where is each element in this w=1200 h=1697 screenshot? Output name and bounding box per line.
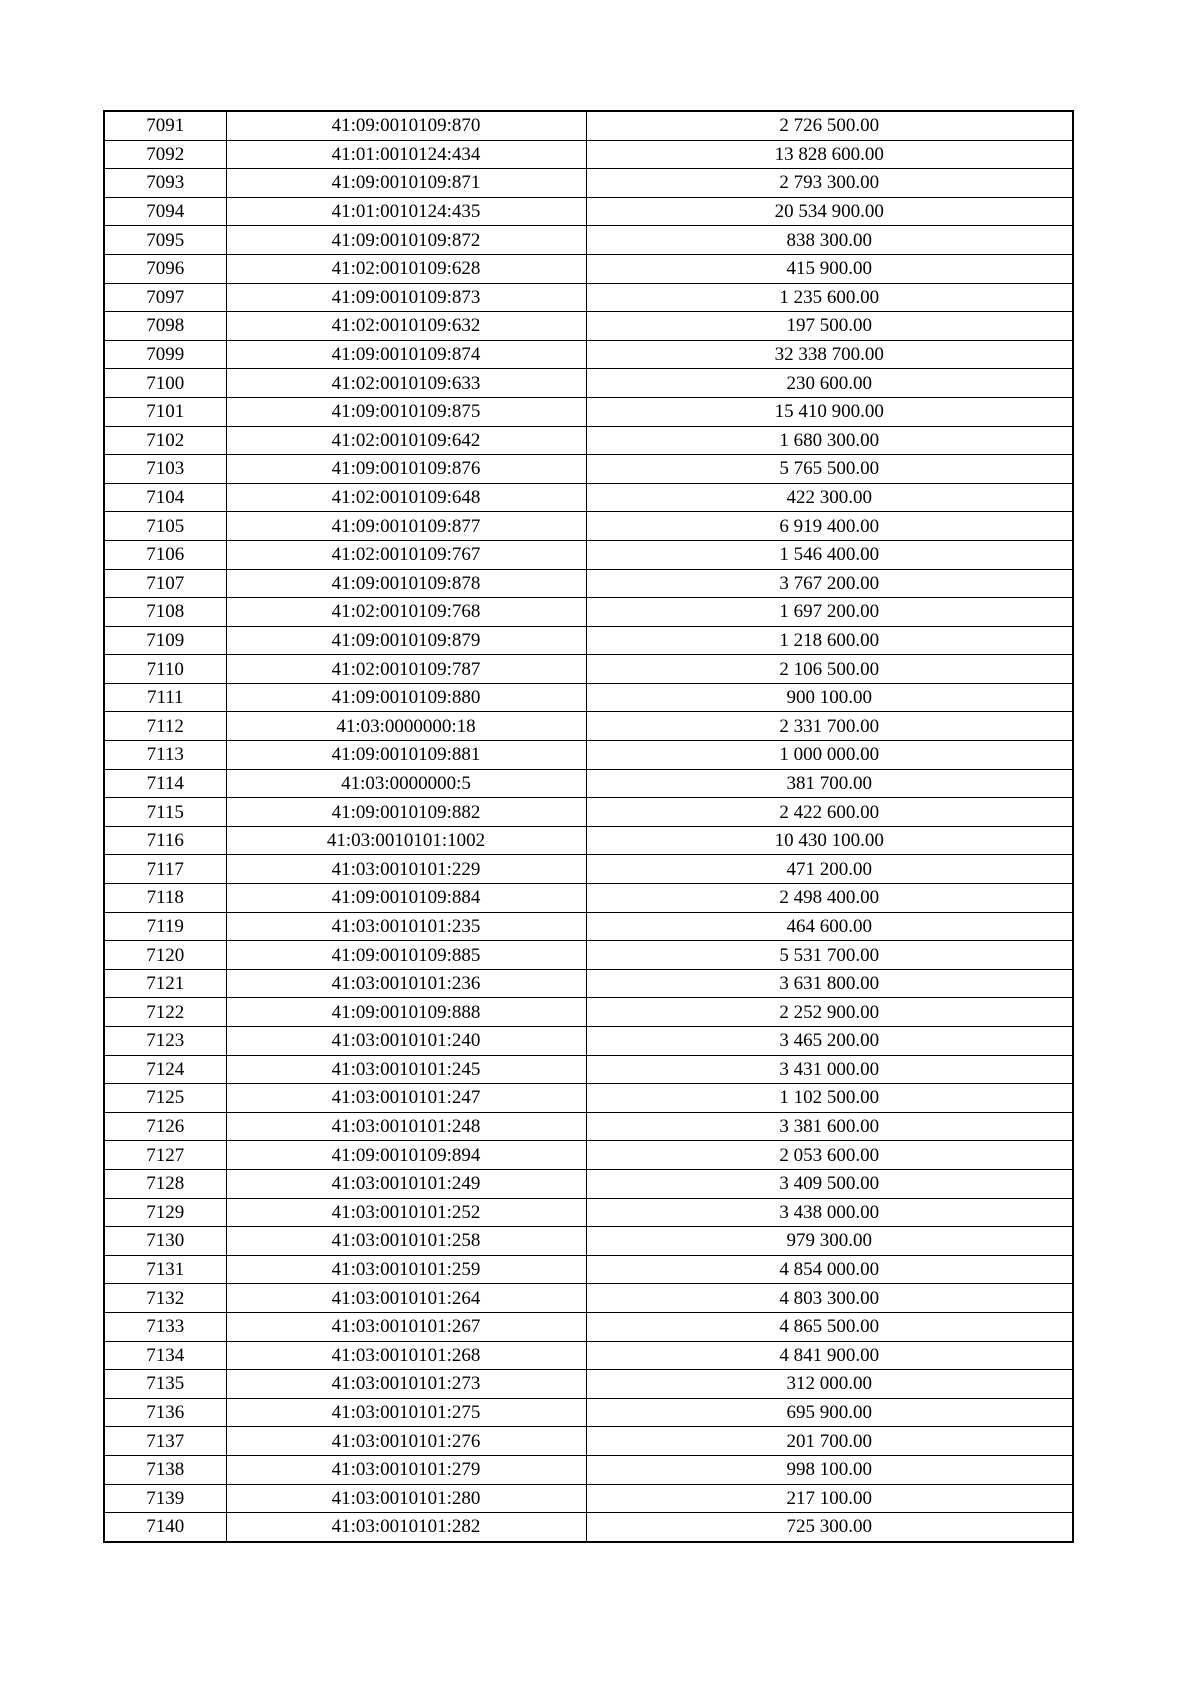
table-row bbox=[104, 111, 1073, 140]
cadastral-value-cell: 3 465 200.00 bbox=[586, 1027, 1073, 1056]
row-number-cell: 7110 bbox=[104, 655, 226, 684]
cadastral-value-cell: 1 697 200.00 bbox=[586, 598, 1073, 627]
cadastral-value-cell: 381 700.00 bbox=[586, 769, 1073, 798]
row-number-cell: 7091 bbox=[104, 111, 226, 140]
table-row bbox=[104, 1141, 1073, 1170]
table-row bbox=[104, 1484, 1073, 1513]
cadastral-number-cell: 41:03:0010101:276 bbox=[226, 1427, 586, 1456]
cadastral-number-cell: 41:03:0010101:275 bbox=[226, 1398, 586, 1427]
row-number-cell: 7113 bbox=[104, 741, 226, 770]
table-row bbox=[104, 1427, 1073, 1456]
cadastral-value-cell: 471 200.00 bbox=[586, 855, 1073, 884]
cadastral-value-cell: 2 793 300.00 bbox=[586, 169, 1073, 198]
row-number-cell: 7120 bbox=[104, 941, 226, 970]
table-row bbox=[104, 1284, 1073, 1313]
row-number-cell: 7130 bbox=[104, 1227, 226, 1256]
table-row bbox=[104, 1112, 1073, 1141]
table-row bbox=[104, 254, 1073, 283]
cadastral-number-cell: 41:01:0010124:434 bbox=[226, 140, 586, 169]
cadastral-value-cell: 3 409 500.00 bbox=[586, 1169, 1073, 1198]
cadastral-number-cell: 41:09:0010109:872 bbox=[226, 226, 586, 255]
row-number-cell: 7131 bbox=[104, 1255, 226, 1284]
cadastral-number-cell: 41:09:0010109:885 bbox=[226, 941, 586, 970]
cadastral-value-cell: 1 102 500.00 bbox=[586, 1084, 1073, 1113]
table-row bbox=[104, 683, 1073, 712]
cadastral-number-cell: 41:03:0010101:259 bbox=[226, 1255, 586, 1284]
cadastral-number-cell: 41:09:0010109:884 bbox=[226, 884, 586, 913]
cadastral-value-cell: 4 803 300.00 bbox=[586, 1284, 1073, 1313]
cadastral-value-cell: 4 865 500.00 bbox=[586, 1312, 1073, 1341]
cadastral-number-cell: 41:03:0010101:267 bbox=[226, 1312, 586, 1341]
table-row bbox=[104, 1370, 1073, 1399]
row-number-cell: 7133 bbox=[104, 1312, 226, 1341]
cadastral-number-cell: 41:03:0010101:240 bbox=[226, 1027, 586, 1056]
cadastral-number-cell: 41:02:0010109:648 bbox=[226, 483, 586, 512]
row-number-cell: 7099 bbox=[104, 340, 226, 369]
row-number-cell: 7109 bbox=[104, 626, 226, 655]
row-number-cell: 7129 bbox=[104, 1198, 226, 1227]
table-row bbox=[104, 483, 1073, 512]
row-number-cell: 7105 bbox=[104, 512, 226, 541]
cadastral-number-cell: 41:01:0010124:435 bbox=[226, 197, 586, 226]
table-row bbox=[104, 226, 1073, 255]
table-row bbox=[104, 1255, 1073, 1284]
table-row bbox=[104, 941, 1073, 970]
table-row bbox=[104, 1513, 1073, 1542]
cadastral-value-cell: 2 106 500.00 bbox=[586, 655, 1073, 684]
cadastral-number-cell: 41:09:0010109:876 bbox=[226, 455, 586, 484]
row-number-cell: 7094 bbox=[104, 197, 226, 226]
cadastral-value-cell: 838 300.00 bbox=[586, 226, 1073, 255]
cadastral-number-cell: 41:09:0010109:881 bbox=[226, 741, 586, 770]
row-number-cell: 7139 bbox=[104, 1484, 226, 1513]
row-number-cell: 7104 bbox=[104, 483, 226, 512]
cadastral-value-cell: 10 430 100.00 bbox=[586, 826, 1073, 855]
table-row bbox=[104, 1341, 1073, 1370]
cadastral-value-cell: 2 053 600.00 bbox=[586, 1141, 1073, 1170]
cadastral-number-cell: 41:03:0010101:280 bbox=[226, 1484, 586, 1513]
cadastral-value-cell: 998 100.00 bbox=[586, 1455, 1073, 1484]
row-number-cell: 7116 bbox=[104, 826, 226, 855]
cadastral-value-cell: 1 000 000.00 bbox=[586, 741, 1073, 770]
cadastral-value-cell: 5 531 700.00 bbox=[586, 941, 1073, 970]
cadastral-number-cell: 41:09:0010109:888 bbox=[226, 998, 586, 1027]
table-row bbox=[104, 1169, 1073, 1198]
table-body bbox=[104, 111, 1073, 1542]
table-row bbox=[104, 340, 1073, 369]
row-number-cell: 7111 bbox=[104, 683, 226, 712]
cadastral-value-cell: 4 841 900.00 bbox=[586, 1341, 1073, 1370]
table-row bbox=[104, 798, 1073, 827]
cadastral-number-cell: 41:09:0010109:873 bbox=[226, 283, 586, 312]
cadastral-value-cell: 197 500.00 bbox=[586, 312, 1073, 341]
cadastral-value-cell: 2 331 700.00 bbox=[586, 712, 1073, 741]
row-number-cell: 7135 bbox=[104, 1370, 226, 1399]
table-row bbox=[104, 455, 1073, 484]
row-number-cell: 7115 bbox=[104, 798, 226, 827]
cadastral-value-cell: 3 631 800.00 bbox=[586, 969, 1073, 998]
cadastral-value-cell: 695 900.00 bbox=[586, 1398, 1073, 1427]
cadastral-number-cell: 41:09:0010109:875 bbox=[226, 397, 586, 426]
cadastral-number-cell: 41:02:0010109:642 bbox=[226, 426, 586, 455]
cadastral-value-cell: 230 600.00 bbox=[586, 369, 1073, 398]
row-number-cell: 7121 bbox=[104, 969, 226, 998]
cadastral-number-cell: 41:03:0010101:252 bbox=[226, 1198, 586, 1227]
cadastral-number-cell: 41:03:0010101:1002 bbox=[226, 826, 586, 855]
table-row bbox=[104, 1227, 1073, 1256]
cadastral-number-cell: 41:02:0010109:632 bbox=[226, 312, 586, 341]
cadastral-number-cell: 41:02:0010109:787 bbox=[226, 655, 586, 684]
table-row bbox=[104, 1198, 1073, 1227]
cadastral-value-cell: 1 235 600.00 bbox=[586, 283, 1073, 312]
cadastral-value-cell: 312 000.00 bbox=[586, 1370, 1073, 1399]
cadastral-number-cell: 41:03:0010101:273 bbox=[226, 1370, 586, 1399]
cadastral-number-cell: 41:03:0010101:236 bbox=[226, 969, 586, 998]
cadastral-value-cell: 6 919 400.00 bbox=[586, 512, 1073, 541]
row-number-cell: 7126 bbox=[104, 1112, 226, 1141]
cadastral-number-cell: 41:09:0010109:870 bbox=[226, 111, 586, 140]
cadastral-value-cell: 979 300.00 bbox=[586, 1227, 1073, 1256]
cadastral-number-cell: 41:09:0010109:894 bbox=[226, 1141, 586, 1170]
row-number-cell: 7128 bbox=[104, 1169, 226, 1198]
cadastral-value-cell: 464 600.00 bbox=[586, 912, 1073, 941]
table-row bbox=[104, 826, 1073, 855]
row-number-cell: 7122 bbox=[104, 998, 226, 1027]
row-number-cell: 7107 bbox=[104, 569, 226, 598]
cadastral-value-cell: 2 726 500.00 bbox=[586, 111, 1073, 140]
table-row bbox=[104, 540, 1073, 569]
cadastral-number-cell: 41:03:0010101:264 bbox=[226, 1284, 586, 1313]
table-row bbox=[104, 512, 1073, 541]
table-row bbox=[104, 369, 1073, 398]
cadastral-number-cell: 41:09:0010109:871 bbox=[226, 169, 586, 198]
row-number-cell: 7132 bbox=[104, 1284, 226, 1313]
row-number-cell: 7097 bbox=[104, 283, 226, 312]
cadastral-value-cell: 15 410 900.00 bbox=[586, 397, 1073, 426]
table-row bbox=[104, 1312, 1073, 1341]
table-row bbox=[104, 283, 1073, 312]
cadastral-value-cell: 3 438 000.00 bbox=[586, 1198, 1073, 1227]
row-number-cell: 7095 bbox=[104, 226, 226, 255]
table-row bbox=[104, 426, 1073, 455]
row-number-cell: 7093 bbox=[104, 169, 226, 198]
cadastral-number-cell: 41:02:0010109:628 bbox=[226, 254, 586, 283]
table-row bbox=[104, 140, 1073, 169]
cadastral-value-cell: 20 534 900.00 bbox=[586, 197, 1073, 226]
cadastral-value-cell: 32 338 700.00 bbox=[586, 340, 1073, 369]
row-number-cell: 7102 bbox=[104, 426, 226, 455]
cadastral-number-cell: 41:02:0010109:768 bbox=[226, 598, 586, 627]
cadastral-number-cell: 41:02:0010109:767 bbox=[226, 540, 586, 569]
row-number-cell: 7140 bbox=[104, 1513, 226, 1542]
cadastral-number-cell: 41:03:0010101:268 bbox=[226, 1341, 586, 1370]
row-number-cell: 7134 bbox=[104, 1341, 226, 1370]
table-row bbox=[104, 855, 1073, 884]
table-row bbox=[104, 598, 1073, 627]
cadastral-number-cell: 41:09:0010109:879 bbox=[226, 626, 586, 655]
cadastral-value-cell: 201 700.00 bbox=[586, 1427, 1073, 1456]
row-number-cell: 7092 bbox=[104, 140, 226, 169]
cadastral-number-cell: 41:09:0010109:874 bbox=[226, 340, 586, 369]
table-row bbox=[104, 312, 1073, 341]
cadastral-value-cell: 415 900.00 bbox=[586, 254, 1073, 283]
cadastral-value-cell: 2 422 600.00 bbox=[586, 798, 1073, 827]
table-row bbox=[104, 712, 1073, 741]
cadastral-number-cell: 41:09:0010109:878 bbox=[226, 569, 586, 598]
row-number-cell: 7136 bbox=[104, 1398, 226, 1427]
cadastral-value-cell: 217 100.00 bbox=[586, 1484, 1073, 1513]
row-number-cell: 7138 bbox=[104, 1455, 226, 1484]
cadastral-number-cell: 41:02:0010109:633 bbox=[226, 369, 586, 398]
cadastral-number-cell: 41:03:0010101:258 bbox=[226, 1227, 586, 1256]
table-row bbox=[104, 1055, 1073, 1084]
cadastral-number-cell: 41:03:0010101:248 bbox=[226, 1112, 586, 1141]
cadastral-value-cell: 725 300.00 bbox=[586, 1513, 1073, 1542]
cadastral-value-cell: 4 854 000.00 bbox=[586, 1255, 1073, 1284]
cadastral-value-cell: 3 381 600.00 bbox=[586, 1112, 1073, 1141]
row-number-cell: 7096 bbox=[104, 254, 226, 283]
cadastral-value-cell: 5 765 500.00 bbox=[586, 455, 1073, 484]
row-number-cell: 7123 bbox=[104, 1027, 226, 1056]
table-row bbox=[104, 1027, 1073, 1056]
cadastral-number-cell: 41:03:0010101:235 bbox=[226, 912, 586, 941]
cadastral-value-cell: 1 680 300.00 bbox=[586, 426, 1073, 455]
cadastral-number-cell: 41:03:0000000:5 bbox=[226, 769, 586, 798]
row-number-cell: 7117 bbox=[104, 855, 226, 884]
cadastral-number-cell: 41:03:0010101:245 bbox=[226, 1055, 586, 1084]
row-number-cell: 7100 bbox=[104, 369, 226, 398]
cadastral-value-cell: 2 498 400.00 bbox=[586, 884, 1073, 913]
table-row bbox=[104, 1084, 1073, 1113]
row-number-cell: 7106 bbox=[104, 540, 226, 569]
cadastral-number-cell: 41:09:0010109:880 bbox=[226, 683, 586, 712]
table-row bbox=[104, 655, 1073, 684]
table-row bbox=[104, 1398, 1073, 1427]
row-number-cell: 7137 bbox=[104, 1427, 226, 1456]
row-number-cell: 7103 bbox=[104, 455, 226, 484]
table-row bbox=[104, 969, 1073, 998]
table-row bbox=[104, 1455, 1073, 1484]
table-row bbox=[104, 569, 1073, 598]
cadastral-value-cell: 900 100.00 bbox=[586, 683, 1073, 712]
cadastral-value-cell: 422 300.00 bbox=[586, 483, 1073, 512]
row-number-cell: 7098 bbox=[104, 312, 226, 341]
cadastral-value-cell: 1 218 600.00 bbox=[586, 626, 1073, 655]
table-row bbox=[104, 741, 1073, 770]
cadastral-value-cell: 3 767 200.00 bbox=[586, 569, 1073, 598]
row-number-cell: 7124 bbox=[104, 1055, 226, 1084]
cadastral-value-cell: 3 431 000.00 bbox=[586, 1055, 1073, 1084]
table-row bbox=[104, 197, 1073, 226]
row-number-cell: 7101 bbox=[104, 397, 226, 426]
row-number-cell: 7119 bbox=[104, 912, 226, 941]
cadastral-value-cell: 1 546 400.00 bbox=[586, 540, 1073, 569]
table-row bbox=[104, 397, 1073, 426]
cadastral-number-cell: 41:03:0010101:249 bbox=[226, 1169, 586, 1198]
row-number-cell: 7127 bbox=[104, 1141, 226, 1170]
row-number-cell: 7112 bbox=[104, 712, 226, 741]
cadastral-value-cell: 2 252 900.00 bbox=[586, 998, 1073, 1027]
cadastral-number-cell: 41:03:0010101:279 bbox=[226, 1455, 586, 1484]
cadastral-value-cell: 13 828 600.00 bbox=[586, 140, 1073, 169]
cadastral-number-cell: 41:03:0010101:229 bbox=[226, 855, 586, 884]
row-number-cell: 7108 bbox=[104, 598, 226, 627]
cadastral-number-cell: 41:09:0010109:877 bbox=[226, 512, 586, 541]
table-row bbox=[104, 169, 1073, 198]
row-number-cell: 7125 bbox=[104, 1084, 226, 1113]
cadastral-number-cell: 41:09:0010109:882 bbox=[226, 798, 586, 827]
table-row bbox=[104, 884, 1073, 913]
table-row bbox=[104, 769, 1073, 798]
cadastral-number-cell: 41:03:0010101:247 bbox=[226, 1084, 586, 1113]
table-row bbox=[104, 626, 1073, 655]
row-number-cell: 7114 bbox=[104, 769, 226, 798]
table-row bbox=[104, 912, 1073, 941]
cadastral-number-cell: 41:03:0010101:282 bbox=[226, 1513, 586, 1542]
table-row bbox=[104, 998, 1073, 1027]
row-number-cell: 7118 bbox=[104, 884, 226, 913]
cadastral-value-table bbox=[103, 110, 1074, 1543]
cadastral-number-cell: 41:03:0000000:18 bbox=[226, 712, 586, 741]
